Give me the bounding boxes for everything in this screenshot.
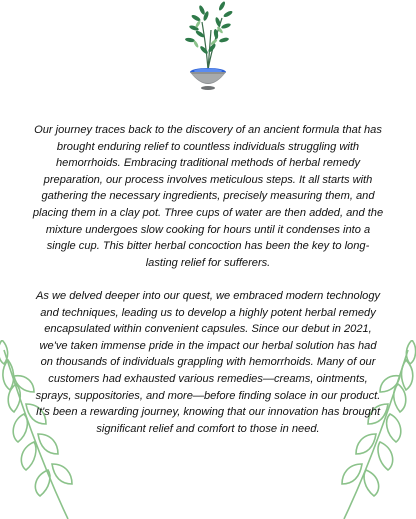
story-paragraph-2: As we delved deeper into our quest, we embraced modern technology and techniques, leading us to develop a highly potent herbal remedy encapsulated within convenient capsules. Since our debut in 2021, we've taken immense pride in the impact our herbal solution has had on thousands of individuals grappling with hemorrhoids. Many of our customers had exhausted various remedies—creams, ointments, sprays, suppositories, and more—before finding solace in our product. It's been a rewarding journey, knowing that our innovation has brought significant relief and comfort to those in need. xyxy=(35,289,381,435)
herb-plant-in-bowl-icon xyxy=(178,0,238,96)
story-paragraph-1: Our journey traces back to the discovery of an ancient formula that has brought enduring relief to countless individuals struggling with hemorrhoids. Embracing traditional methods of herbal remedy preparation, our process involves meticulous steps. It all starts with gathering the necessary ingredients, precisely measuring them, and placing them in a clay pot. Three cups of water are then added, and the mixture undergoes slow cooking for hours until it condenses into a single cup. This bitter herbal concoction has been the key to long-lasting relief for sufferers. xyxy=(32,124,384,269)
story-text xyxy=(32,122,384,437)
